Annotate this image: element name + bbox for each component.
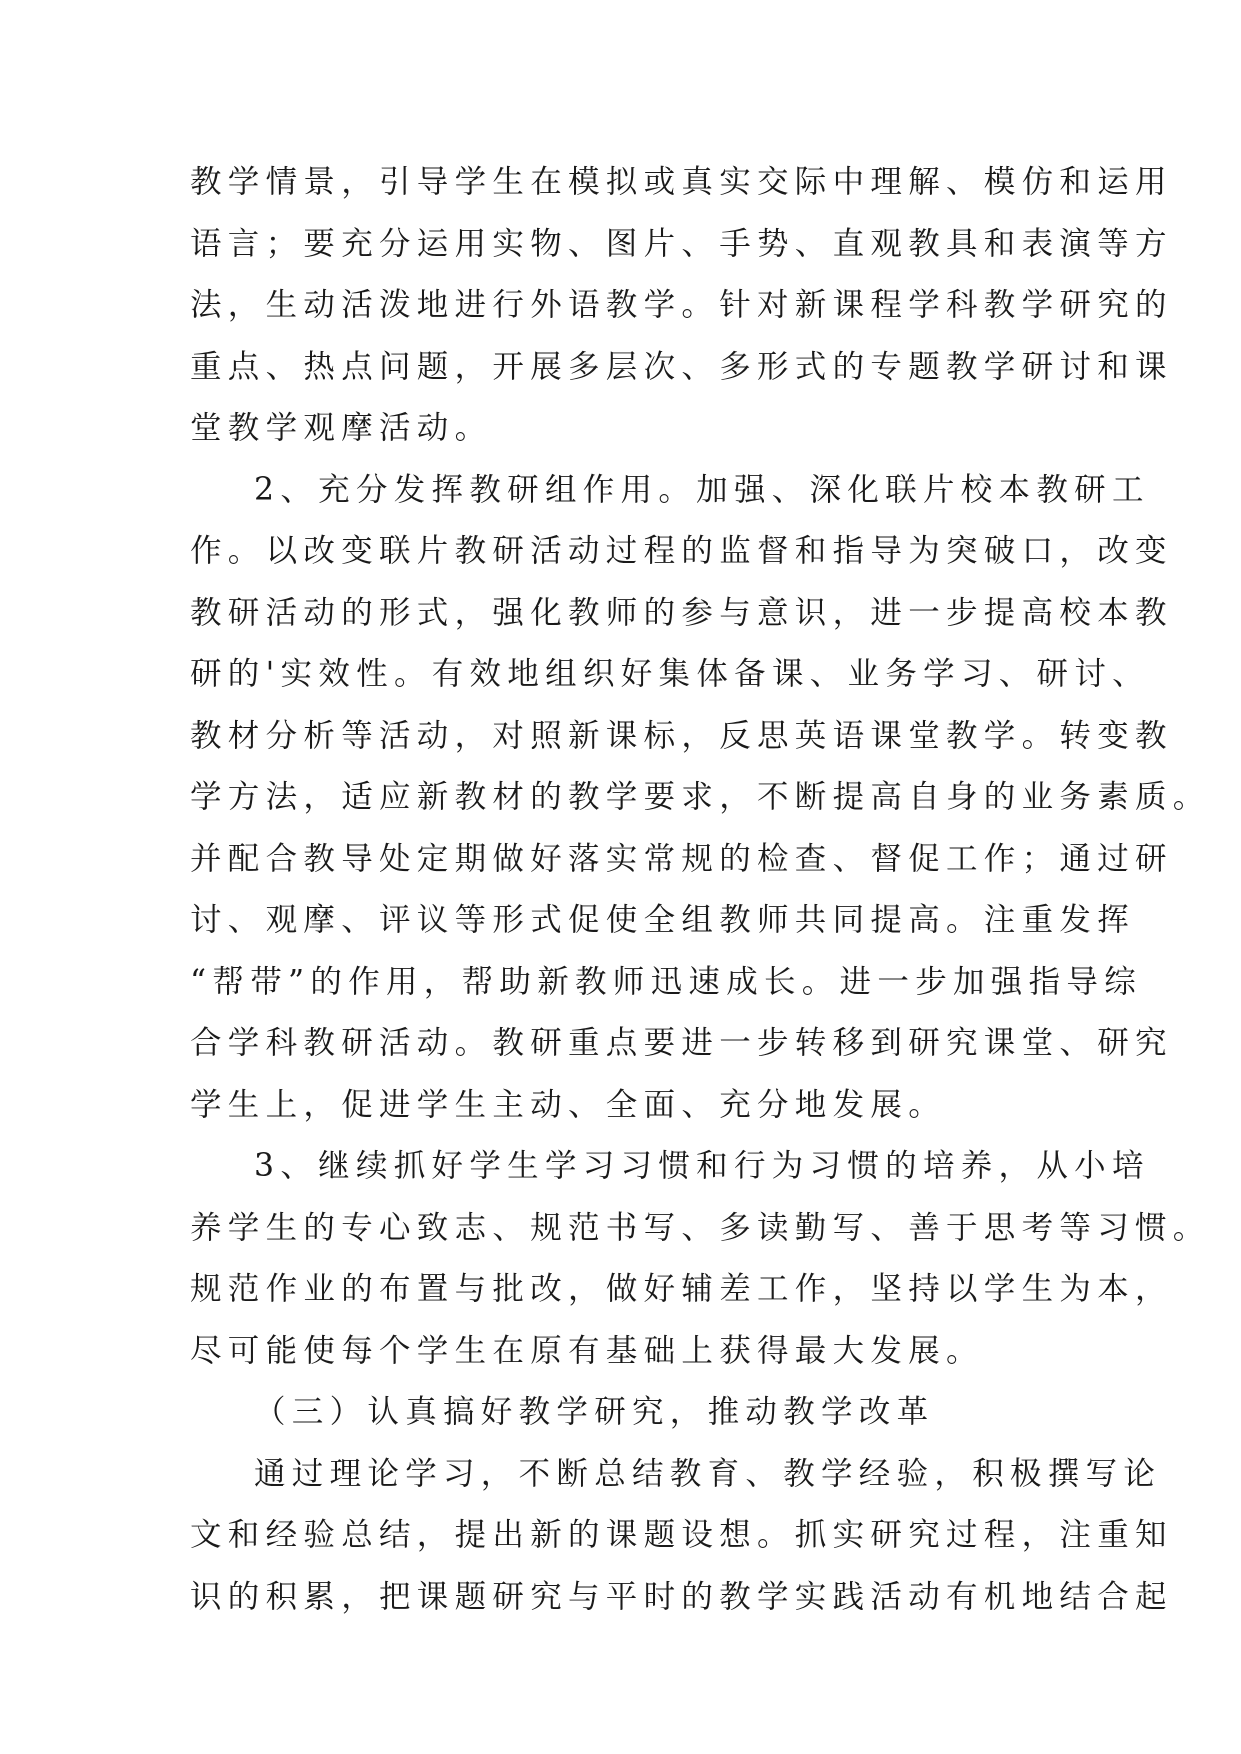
text-line: 重点、热点问题，开展多层次、多形式的专题教学研讨和课 bbox=[190, 348, 1173, 385]
paragraph-3-first-line: 3、继续抓好学生学习习惯和行为习惯的培养，从小培 bbox=[254, 1148, 1150, 1184]
text-line: 合学科教研活动。教研重点要进一步转移到研究课堂、研究 bbox=[190, 1025, 1173, 1061]
text-line: 识的积累，把课题研究与平时的教学实践活动有机地结合起 bbox=[190, 1578, 1173, 1615]
paragraph-2-first-line: 2、充分发挥教研组作用。加强、深化联片校本教研工 bbox=[254, 471, 1150, 508]
text-line: 尽可能使每个学生在原有基础上获得最大发展。 bbox=[190, 1332, 984, 1369]
text-line: 教研活动的形式，强化教师的参与意识，进一步提高校本教 bbox=[190, 594, 1173, 631]
text-line: 教学情景，引导学生在模拟或真实交际中理解、模仿和运用 bbox=[190, 164, 1173, 200]
text-line: 法，生动活泼地进行外语教学。针对新课程学科教学研究的 bbox=[190, 287, 1173, 323]
text-line: 语言；要充分运用实物、图片、手势、直观教具和表演等方 bbox=[190, 225, 1173, 262]
paragraph-4-first-line: 通过理论学习，不断总结教育、教学经验，积极撰写论 bbox=[254, 1455, 1162, 1492]
text-line: 教材分析等活动，对照新课标，反思英语课堂教学。转变教 bbox=[190, 717, 1173, 754]
text-line: 研的'实效性。有效地组织好集体备课、业务学习、研讨、 bbox=[190, 656, 1150, 692]
text-line: 讨、观摩、评议等形式促使全组教师共同提高。注重发挥 bbox=[190, 902, 1136, 938]
document-body bbox=[190, 152, 1211, 1628]
text-line: 养学生的专心致志、规范书写、多读勤写、善于思考等习惯。 bbox=[190, 1209, 1211, 1246]
text-line: 学生上，促进学生主动、全面、充分地发展。 bbox=[190, 1086, 947, 1123]
text-line: 学方法，适应新教材的教学要求，不断提高自身的业务素质。 bbox=[190, 779, 1211, 815]
text-line: 文和经验总结，提出新的课题设想。抓实研究过程，注重知 bbox=[190, 1517, 1173, 1553]
text-line: 作。以改变联片教研活动过程的监督和指导为突破口，改变 bbox=[190, 533, 1173, 569]
text-line: “帮带”的作用，帮助新教师迅速成长。进一步加强指导综 bbox=[190, 963, 1143, 1000]
text-line: 规范作业的布置与批改，做好辅差工作，坚持以学生为本， bbox=[190, 1271, 1173, 1307]
text-line: 并配合教导处定期做好落实常规的检查、督促工作；通过研 bbox=[190, 840, 1173, 877]
section-heading: （三）认真搞好教学研究，推动教学改革 bbox=[254, 1394, 935, 1430]
text-line: 堂教学观摩活动。 bbox=[190, 410, 493, 446]
